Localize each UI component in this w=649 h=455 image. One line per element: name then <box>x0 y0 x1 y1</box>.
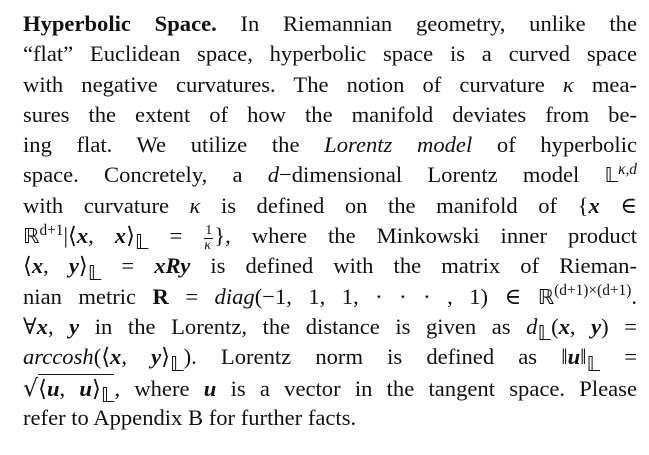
vector-x: x <box>114 223 127 249</box>
text-run: space. Concretely, a <box>23 162 268 188</box>
text-run: ( <box>551 313 559 339</box>
text-run: −dimensional Lorentz model <box>279 162 605 188</box>
text-line-12 <box>23 342 637 376</box>
fraction-one-over-kappa <box>204 224 213 253</box>
subscript: 𝕃 <box>586 351 601 376</box>
math-d: d <box>267 162 280 188</box>
forall-symbol: ∀ <box>23 313 37 339</box>
text-line-1 <box>23 9 637 39</box>
vector-u: u <box>203 375 217 401</box>
reals-symbol: ℝ <box>537 284 555 309</box>
text-run: ‖ <box>580 344 587 370</box>
vector-y: y <box>151 344 162 370</box>
text-run: sures the extent of how the manifold deviates from be- <box>23 101 637 127</box>
text-run: in the Lorentz, the distance is given as <box>79 313 527 339</box>
sqrt-symbol: √ <box>23 373 39 402</box>
vector-x: x <box>31 253 44 279</box>
text-run: ⟩ <box>161 344 170 370</box>
diag-function: diag <box>214 283 255 309</box>
text-line-4 <box>23 100 637 130</box>
text-run: . <box>631 283 637 309</box>
subscript: 𝕃 <box>170 351 184 376</box>
text-line-11 <box>23 312 638 346</box>
superscript: (d+1)×(d+1) <box>554 282 632 300</box>
text-run: }, where the Minkowski inner product <box>214 223 637 249</box>
text-run: is a vector in the tangent space. Please <box>216 375 638 401</box>
text-run: , <box>88 223 115 249</box>
text-run: of hyperbolic <box>472 132 637 158</box>
vector-y: y <box>591 313 602 339</box>
vector-x: x <box>588 192 600 218</box>
kappa-symbol: κ <box>189 192 201 218</box>
text-line-7 <box>23 191 637 221</box>
vector-x: x <box>110 344 122 370</box>
text-line-8 <box>23 221 637 255</box>
text-run: mea- <box>573 71 637 97</box>
text-run: , <box>569 313 592 339</box>
text-line-5 <box>23 130 637 160</box>
text-run: , where <box>114 375 204 401</box>
vector-u: u <box>567 344 581 370</box>
vector-y: y <box>69 313 80 339</box>
text-run: ⟩ <box>92 375 101 401</box>
text-run: ∈ <box>599 192 637 218</box>
text-run: , <box>121 344 152 370</box>
text-run: is defined with the matrix of Rieman- <box>190 253 637 279</box>
vector-x: x <box>558 313 570 339</box>
text-run: = <box>101 253 155 279</box>
product-xry: xRy <box>154 253 191 279</box>
math-d: d <box>526 313 538 339</box>
text-run: , <box>43 253 69 279</box>
text-run: ing flat. We utilize the <box>23 132 325 158</box>
text-run: = <box>168 283 215 309</box>
superscript: κ,d <box>618 161 637 179</box>
paragraph-heading: Hyperbolic Space. <box>23 11 217 36</box>
text-run: is defined on the manifold of { <box>200 192 589 218</box>
subscript: 𝕃 <box>537 321 552 346</box>
text-line-10 <box>23 282 637 312</box>
text-run: ) = <box>601 313 638 339</box>
text-line-2 <box>23 39 637 69</box>
text-run: nian metric <box>23 283 153 309</box>
text-run: (−1, 1, 1, · · · , 1) ∈ <box>254 283 538 309</box>
text-run: ⟩ <box>78 253 88 279</box>
sqrt-radicand <box>38 374 115 407</box>
vector-x: x <box>36 313 48 339</box>
text-run: refer to Appendix B for further facts. <box>23 404 357 430</box>
kappa-symbol: κ <box>562 71 574 97</box>
text-run: |⟨ <box>63 223 77 249</box>
text-run: , <box>59 375 80 401</box>
text-line-13 <box>23 373 638 407</box>
text-line-6 <box>23 160 637 190</box>
text-line-3 <box>23 70 637 100</box>
text-run: = <box>148 223 204 249</box>
text-run: ⟨ <box>38 375 47 401</box>
text-line-14 <box>23 403 637 433</box>
text-run: = <box>600 344 637 370</box>
fraction-denominator: κ <box>204 237 212 253</box>
reals-symbol: ℝ <box>23 224 40 249</box>
superscript: d+1 <box>39 221 64 239</box>
vector-u: u <box>46 375 60 401</box>
emphasis-lorentz-model: Lorentz model <box>324 132 473 158</box>
vector-u: u <box>79 375 92 401</box>
text-run: with curvature <box>23 192 190 218</box>
arccosh-function: arccosh <box>23 344 94 370</box>
matrix-r: R <box>152 283 169 309</box>
text-run: In Riemannian geometry, unlike the <box>216 11 637 36</box>
text-run: with negative curvatures. The notion of curvature <box>23 71 563 97</box>
hyperbolic-space-paragraph <box>23 9 637 433</box>
vector-x: x <box>76 223 89 249</box>
subscript: 𝕃 <box>87 260 102 285</box>
text-run: (⟨ <box>93 344 111 370</box>
text-run: ⟩ <box>126 223 135 249</box>
fraction-numerator: 1 <box>205 222 213 238</box>
lorentz-symbol: 𝕃 <box>604 163 619 188</box>
text-run: ⟨ <box>23 253 32 279</box>
subscript: 𝕃 <box>134 230 149 255</box>
text-line-9 <box>23 251 637 285</box>
text-run: ). Lorentz norm is defined as ‖ <box>183 344 568 370</box>
vector-y: y <box>68 253 79 279</box>
text-run: , <box>47 313 70 339</box>
subscript: 𝕃 <box>100 382 115 407</box>
text-run: “flat” Euclidean space, hyperbolic space is a curved space <box>23 41 637 67</box>
